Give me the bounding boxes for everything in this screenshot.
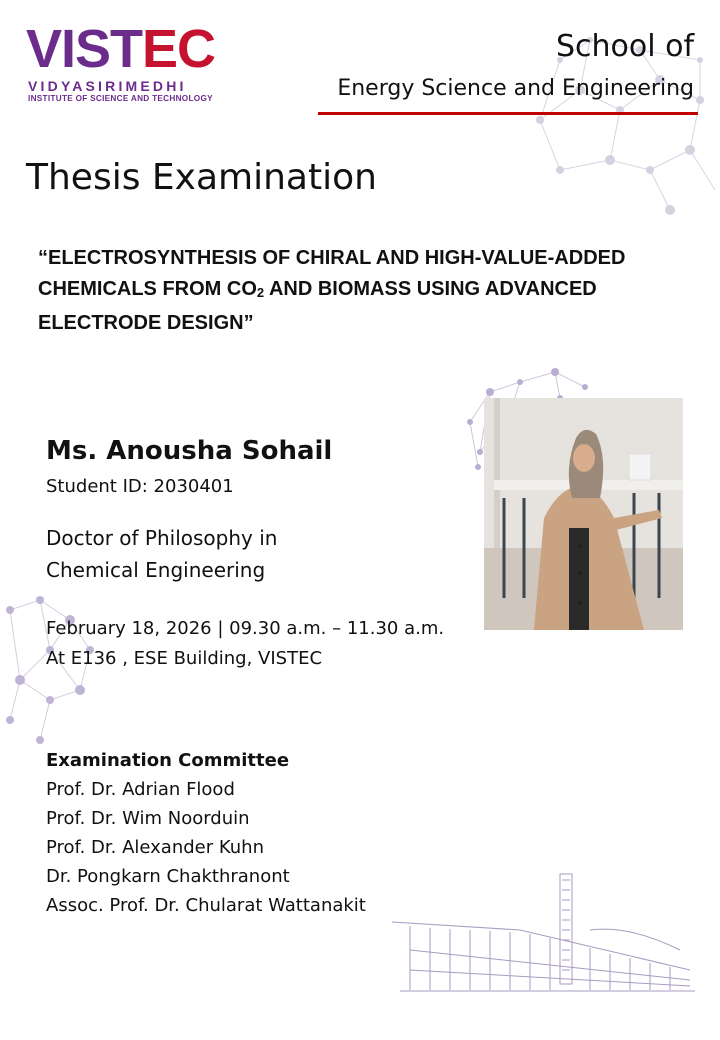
building-sketch-decoration — [390, 870, 700, 1000]
committee-member: Dr. Pongkarn Chakthranont — [46, 866, 290, 887]
committee-heading: Examination Committee — [46, 750, 290, 771]
open-quote: “ — [38, 247, 48, 269]
school-heading-line1: School of — [555, 29, 694, 64]
page-title: Thesis Examination — [26, 157, 377, 198]
close-quote: ” — [243, 312, 254, 334]
degree — [46, 522, 277, 586]
vistec-logo — [26, 19, 216, 79]
committee-member: Assoc. Prof. Dr. Chularat Wattanakit — [46, 895, 366, 916]
committee-list — [46, 746, 366, 920]
logo-subtitle: VIDYASIRIMEDHI — [28, 78, 187, 94]
logo-institute-line: INSTITUTE OF SCIENCE AND TECHNOLOGY — [28, 94, 213, 103]
committee-member: Prof. Dr. Alexander Kuhn — [46, 837, 264, 858]
degree-line1: Doctor of Philosophy in — [46, 526, 278, 550]
logo-word-part1: VIST — [26, 19, 143, 79]
school-heading-line2: Energy Science and Engineering — [337, 76, 694, 101]
student-photo-illustration — [484, 398, 683, 630]
date-time: February 18, 2026 | 09.30 a.m. – 11.30 a.m. — [46, 618, 445, 639]
location: At E136 , ESE Building, VISTEC — [46, 648, 323, 669]
logo-word-part2: EC — [142, 19, 216, 79]
thesis-title-subscript: 2 — [256, 285, 265, 300]
header-divider — [318, 112, 698, 115]
student-name: Ms. Anousha Sohail — [46, 436, 333, 466]
student-photo — [484, 398, 683, 630]
degree-line2: Chemical Engineering — [46, 558, 266, 582]
committee-member: Prof. Dr. Adrian Flood — [46, 779, 235, 800]
committee-member: Prof. Dr. Wim Noorduin — [46, 808, 250, 829]
thesis-title-part1: ELECTROSYNTHESIS OF CHIRAL AND HIGH-VALUE-ADDED CHEMICALS FROM CO — [38, 247, 626, 300]
schedule — [46, 614, 444, 674]
thesis-title — [38, 243, 688, 339]
student-id: Student ID: 2030401 — [46, 476, 234, 497]
thesis-title-part2: AND BIOMASS USING ADVANCED ELECTRODE DESIGN — [38, 278, 597, 334]
